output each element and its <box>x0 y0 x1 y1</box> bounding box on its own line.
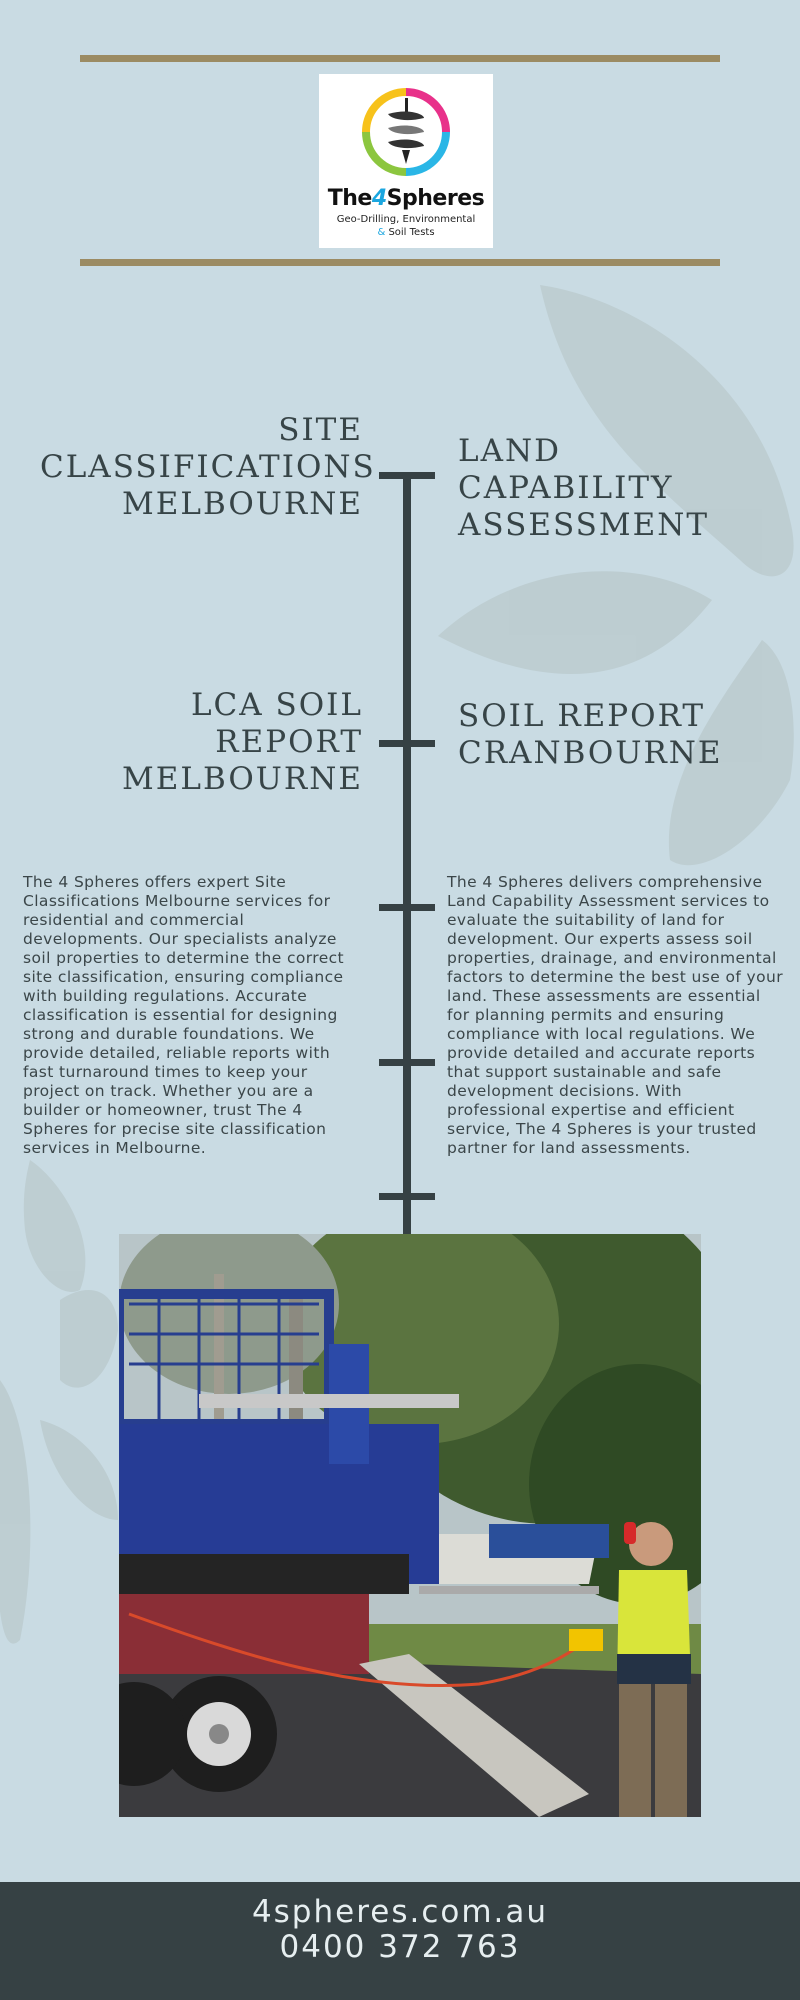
leaf-shape <box>24 1160 86 1292</box>
leaf-shape <box>40 1420 118 1520</box>
timeline-tick <box>379 904 435 911</box>
footer-bar <box>0 1882 800 2000</box>
company-logo <box>319 74 493 248</box>
heading-soil-report-cranbourne: SOIL REPORT CRANBOURNE <box>458 698 723 771</box>
logo-tagline-line1: Geo-Drilling, Environmental <box>336 214 476 225</box>
timeline-line <box>403 473 411 1235</box>
bottom-rule <box>80 259 720 266</box>
drill-bit-icon <box>358 84 454 180</box>
timeline-tick <box>379 472 435 479</box>
logo-tagline-line2: & Soil Tests <box>377 227 435 238</box>
timeline-tick <box>379 1059 435 1066</box>
leaf-shape <box>0 1380 30 1644</box>
top-rule <box>80 55 720 62</box>
paragraph-site-classifications: The 4 Spheres offers expert Site Classifications Melbourne services for residential and commercial developments. Our specialists analyze soil properties to determine the correct site classification, ensuring compliance with building regulations. Accurate classification is essential for designing strong and durable foundations. We provide detailed, reliable reports with fast turnaround times to keep your project on track. Whether you are a builder or homeowner, trust The 4 Spheres for precise site classification services in Melbourne. <box>23 873 345 1157</box>
footer-website[interactable]: 4spheres.com.au <box>251 1894 549 1930</box>
timeline-tick <box>379 1193 435 1200</box>
heading-land-capability: LAND CAPABILITY ASSESSMENT <box>458 433 710 543</box>
heading-lca-soil-report: LCA SOIL REPORT MELBOURNE <box>122 687 363 797</box>
drilling-rig-photo <box>119 1234 701 1817</box>
timeline-tick <box>379 740 435 747</box>
paragraph-land-capability: The 4 Spheres delivers comprehensive Land Capability Assessment services to evaluate the suitability of land for development. Our experts assess soil properties, drainage, and environmental factors to determine the best use of your land. These assessments are essential for planning permits and ensuring compliance with local regulations. We provide detailed and accurate reports that support sustainable and safe development decisions. With professional expertise and efficient service, The 4 Spheres is your trusted partner for land assessments. <box>447 873 783 1157</box>
logo-wordmark: The4Spheres <box>327 186 485 211</box>
footer-phone[interactable]: 0400 372 763 <box>279 1929 521 1965</box>
heading-site-classifications: SITE CLASSIFICATIONS MELBOURNE <box>40 412 376 522</box>
leaf-shape <box>438 571 712 674</box>
leaf-shape <box>60 1290 118 1388</box>
